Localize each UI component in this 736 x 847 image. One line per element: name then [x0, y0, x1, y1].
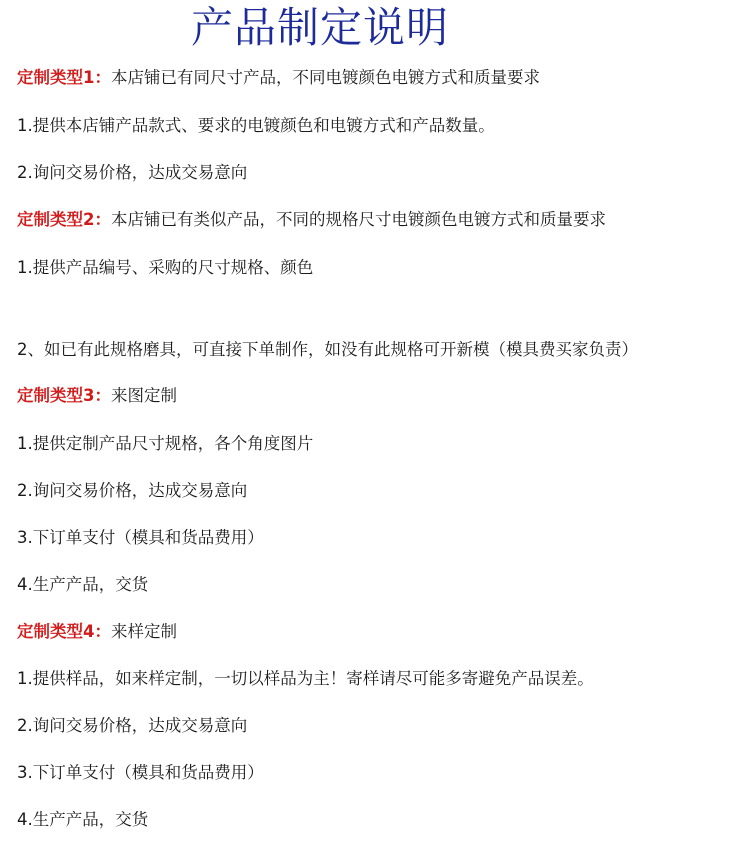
- type-description: 来图定制: [110, 386, 177, 405]
- type-description: 本店铺已有同尺寸产品，不同电镀颜色电镀方式和质量要求: [110, 68, 540, 87]
- type-2-heading: [17, 208, 606, 232]
- step-line: 2.询问交易价格，达成交易意向: [17, 163, 248, 182]
- page-title: 产品制定说明: [190, 3, 449, 52]
- step-line: 2.询问交易价格，达成交易意向: [17, 716, 248, 735]
- type-description: 本店铺已有类似产品，不同的规格尺寸电镀颜色电镀方式和质量要求: [110, 210, 606, 229]
- step-line: 2.询问交易价格，达成交易意向: [17, 481, 248, 500]
- type-label: 定制类型3：: [17, 386, 111, 405]
- type-label: 定制类型4：: [17, 622, 111, 641]
- step-line: 1.提供本店铺产品款式、要求的电镀颜色和电镀方式和产品数量。: [17, 116, 495, 135]
- type-label: 定制类型2：: [17, 210, 111, 229]
- step-line: 4.生产产品，交货: [17, 575, 149, 594]
- type-label: 定制类型1：: [17, 68, 111, 87]
- step-line: 1.提供产品编号、采购的尺寸规格、颜色: [17, 258, 314, 277]
- step-line: 1.提供定制产品尺寸规格，各个角度图片: [17, 434, 314, 453]
- step-line: 1.提供样品，如来样定制，一切以样品为主！寄样请尽可能多寄避免产品误差。: [17, 669, 594, 688]
- step-line: 3.下订单支付（模具和货品费用）: [17, 763, 264, 782]
- step-line: 4.生产产品，交货: [17, 810, 149, 829]
- step-line: 3.下订单支付（模具和货品费用）: [17, 528, 264, 547]
- type-3-heading: [17, 384, 177, 408]
- type-4-heading: [17, 620, 177, 644]
- type-description: 来样定制: [110, 622, 177, 641]
- type-1-heading: [17, 66, 540, 90]
- step-line: 2、如已有此规格磨具，可直接下单制作，如没有此规格可开新模（模具费买家负责）: [17, 340, 638, 359]
